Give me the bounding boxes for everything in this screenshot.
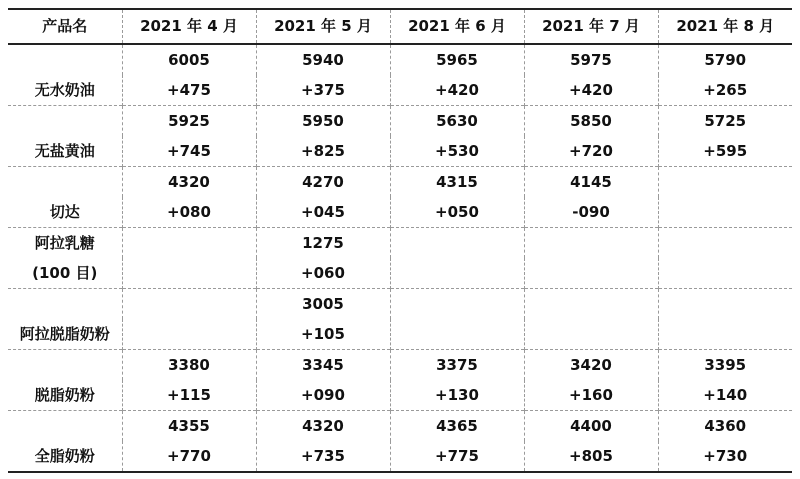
change-cell: +105: [256, 319, 390, 350]
change-cell: -090: [524, 197, 658, 228]
header-product-name: 产品名: [8, 9, 122, 44]
price-cell: 5850: [524, 106, 658, 137]
price-cell: [390, 228, 524, 259]
change-cell: [122, 319, 256, 350]
price-table: [8, 8, 792, 473]
price-cell: [122, 289, 256, 320]
change-cell: +090: [256, 380, 390, 411]
price-cell: 3345: [256, 350, 390, 381]
price-cell: 4365: [390, 411, 524, 442]
table-row: [8, 197, 792, 228]
price-cell: [658, 289, 792, 320]
change-cell: +730: [658, 441, 792, 472]
price-cell: 4270: [256, 167, 390, 198]
change-cell: +805: [524, 441, 658, 472]
product-name: 无水奶油: [34, 81, 95, 99]
table-row: [8, 258, 792, 289]
price-cell: 4320: [256, 411, 390, 442]
price-cell: 4315: [390, 167, 524, 198]
change-cell: +595: [658, 136, 792, 167]
change-cell: [524, 258, 658, 289]
change-cell: +140: [658, 380, 792, 411]
header-month: 2021 年 6 月: [390, 9, 524, 44]
change-cell: [390, 319, 524, 350]
change-cell: [390, 258, 524, 289]
change-cell: +420: [524, 75, 658, 106]
price-cell: 4400: [524, 411, 658, 442]
change-cell: +050: [390, 197, 524, 228]
price-cell: 5975: [524, 44, 658, 75]
price-table-container: [8, 8, 792, 473]
header-month: 2021 年 4 月: [122, 9, 256, 44]
product-name-line1: 阿拉乳糖: [8, 228, 122, 259]
price-cell: 5790: [658, 44, 792, 75]
price-cell: 4320: [122, 167, 256, 198]
change-cell: +775: [390, 441, 524, 472]
price-cell: [658, 167, 792, 198]
price-cell: 6005: [122, 44, 256, 75]
header-month: 2021 年 7 月: [524, 9, 658, 44]
change-cell: +735: [256, 441, 390, 472]
price-cell: [390, 289, 524, 320]
product-name: 阿拉脱脂奶粉: [8, 289, 122, 350]
price-cell: 3005: [256, 289, 390, 320]
change-cell: [658, 197, 792, 228]
change-cell: [658, 258, 792, 289]
price-cell: 3375: [390, 350, 524, 381]
table-row: [8, 411, 792, 442]
change-cell: +420: [390, 75, 524, 106]
price-cell: [524, 289, 658, 320]
change-cell: +770: [122, 441, 256, 472]
header-row: [8, 9, 792, 44]
price-cell: 3420: [524, 350, 658, 381]
change-cell: +825: [256, 136, 390, 167]
change-cell: [122, 258, 256, 289]
price-cell: 4360: [658, 411, 792, 442]
table-row: [8, 441, 792, 472]
price-cell: 5950: [256, 106, 390, 137]
change-cell: +745: [122, 136, 256, 167]
change-cell: +720: [524, 136, 658, 167]
header-month: 2021 年 8 月: [658, 9, 792, 44]
table-row: [8, 380, 792, 411]
table-row: [8, 228, 792, 259]
change-cell: +045: [256, 197, 390, 228]
price-cell: 1275: [256, 228, 390, 259]
change-cell: +265: [658, 75, 792, 106]
change-cell: +060: [256, 258, 390, 289]
price-cell: 4355: [122, 411, 256, 442]
price-cell: [524, 228, 658, 259]
price-cell: 3395: [658, 350, 792, 381]
price-cell: [658, 228, 792, 259]
price-cell: 5725: [658, 106, 792, 137]
change-cell: +115: [122, 380, 256, 411]
price-cell: 5630: [390, 106, 524, 137]
change-cell: +130: [390, 380, 524, 411]
change-cell: +530: [390, 136, 524, 167]
change-cell: +475: [122, 75, 256, 106]
product-name: 全脂奶粉: [8, 411, 122, 473]
product-name-line2: (100 目): [32, 264, 98, 282]
product-name: 切达: [8, 167, 122, 228]
change-cell: +375: [256, 75, 390, 106]
table-row: [8, 350, 792, 381]
price-cell: 4145: [524, 167, 658, 198]
price-cell: [122, 228, 256, 259]
table-row: [8, 106, 792, 137]
product-name: 无盐黄油: [8, 106, 122, 167]
change-cell: +160: [524, 380, 658, 411]
change-cell: [524, 319, 658, 350]
table-row: [8, 167, 792, 198]
product-name: 脱脂奶粉: [8, 350, 122, 411]
table-row: [8, 136, 792, 167]
table-row: [8, 289, 792, 320]
table-row: [8, 44, 792, 75]
table-row: [8, 319, 792, 350]
price-cell: 5965: [390, 44, 524, 75]
table-row: [8, 75, 792, 106]
price-cell: 3380: [122, 350, 256, 381]
price-cell: 5940: [256, 44, 390, 75]
price-cell: 5925: [122, 106, 256, 137]
header-month: 2021 年 5 月: [256, 9, 390, 44]
change-cell: +080: [122, 197, 256, 228]
change-cell: [658, 319, 792, 350]
